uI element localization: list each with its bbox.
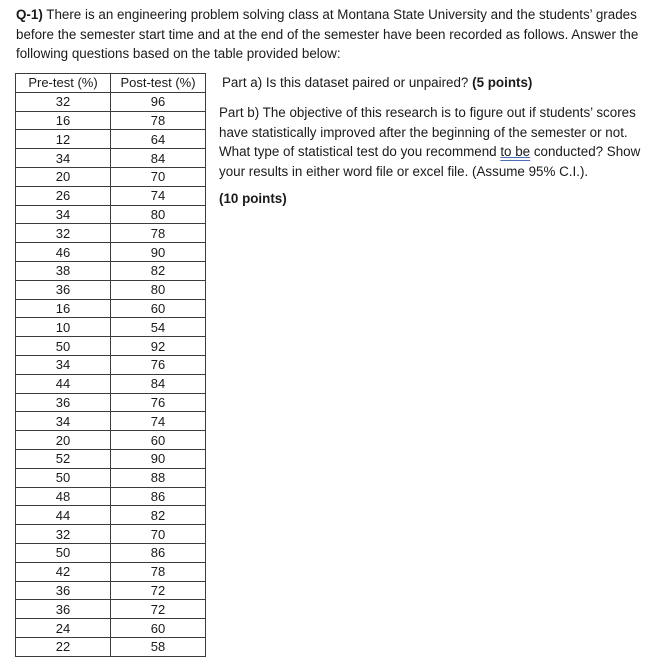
pre-test-cell: 38 (16, 261, 111, 280)
post-test-cell: 70 (111, 167, 206, 186)
post-test-cell: 82 (111, 506, 206, 525)
pre-test-cell: 48 (16, 487, 111, 506)
pre-test-cell: 44 (16, 506, 111, 525)
pre-test-cell: 10 (16, 318, 111, 337)
table-row (16, 581, 206, 600)
table-row (16, 562, 206, 581)
pre-test-cell: 12 (16, 130, 111, 149)
pre-test-cell: 32 (16, 92, 111, 111)
pre-test-cell: 20 (16, 167, 111, 186)
post-test-cell: 78 (111, 111, 206, 130)
table-row (16, 468, 206, 487)
pre-test-cell: 36 (16, 600, 111, 619)
post-test-cell: 74 (111, 186, 206, 205)
post-test-cell: 74 (111, 412, 206, 431)
table-row (16, 318, 206, 337)
post-test-cell: 60 (111, 619, 206, 638)
table-row (16, 506, 206, 525)
pre-test-cell: 32 (16, 525, 111, 544)
question-text: There is an engineering problem solving class at Montana State University and the students’ grades before the semester start time and at the end of the semester have been recorded as follows. Answer the following questions based on the table provided below: (16, 7, 639, 61)
pre-test-cell: 36 (16, 393, 111, 412)
post-test-header: Post-test (%) (111, 74, 206, 93)
question-number: Q-1) (16, 7, 43, 22)
part-a-text: Part a) Is this dataset paired or unpaired? (222, 75, 473, 90)
table-row (16, 374, 206, 393)
part-b (219, 103, 644, 182)
pre-test-cell: 20 (16, 431, 111, 450)
table-row (16, 92, 206, 111)
post-test-cell: 64 (111, 130, 206, 149)
post-test-cell: 76 (111, 355, 206, 374)
pre-test-cell: 50 (16, 543, 111, 562)
post-test-cell: 86 (111, 543, 206, 562)
table-row (16, 337, 206, 356)
table-row (16, 167, 206, 186)
part-a (222, 73, 642, 93)
post-test-cell: 82 (111, 261, 206, 280)
table-row (16, 243, 206, 262)
part-a-points: (5 points) (472, 75, 533, 90)
table-row (16, 600, 206, 619)
part-b-text-after: conducted? Show your results in either word file or excel file. (Assume 95% C.I.). (219, 144, 641, 180)
table-row (16, 431, 206, 450)
table-row (16, 130, 206, 149)
table-row (16, 111, 206, 130)
table-row (16, 186, 206, 205)
post-test-cell: 70 (111, 525, 206, 544)
table-row (16, 543, 206, 562)
post-test-cell: 84 (111, 374, 206, 393)
post-test-cell: 54 (111, 318, 206, 337)
table-row (16, 393, 206, 412)
post-test-cell: 80 (111, 205, 206, 224)
part-b-points: (10 points) (219, 191, 287, 206)
pre-test-cell: 44 (16, 374, 111, 393)
pre-test-cell: 42 (16, 562, 111, 581)
pre-test-cell: 34 (16, 149, 111, 168)
pre-test-cell: 16 (16, 111, 111, 130)
table-row (16, 487, 206, 506)
table-row (16, 205, 206, 224)
pre-test-cell: 46 (16, 243, 111, 262)
pre-test-cell: 16 (16, 299, 111, 318)
pre-test-cell: 22 (16, 637, 111, 656)
pre-test-cell: 34 (16, 355, 111, 374)
pre-test-cell: 50 (16, 468, 111, 487)
part-b-text-before: Part b) The objective of this research is to figure out if students’ scores have statistically improved after the beginning of the semester or not. What type of statistical test do you recommend (219, 105, 636, 160)
pre-test-cell: 36 (16, 581, 111, 600)
post-test-cell: 60 (111, 431, 206, 450)
question-intro (16, 5, 641, 64)
pre-test-cell: 36 (16, 280, 111, 299)
pre-test-cell: 26 (16, 186, 111, 205)
post-test-cell: 72 (111, 600, 206, 619)
pre-test-cell: 50 (16, 337, 111, 356)
post-test-cell: 88 (111, 468, 206, 487)
post-test-cell: 76 (111, 393, 206, 412)
post-test-cell: 92 (111, 337, 206, 356)
post-test-cell: 86 (111, 487, 206, 506)
pre-test-header: Pre-test (%) (16, 74, 111, 93)
post-test-cell: 90 (111, 449, 206, 468)
table-row (16, 449, 206, 468)
post-test-cell: 60 (111, 299, 206, 318)
table-row (16, 619, 206, 638)
table-row (16, 149, 206, 168)
table-row (16, 412, 206, 431)
table-row (16, 224, 206, 243)
pre-test-cell: 34 (16, 205, 111, 224)
post-test-cell: 84 (111, 149, 206, 168)
post-test-cell: 72 (111, 581, 206, 600)
post-test-cell: 96 (111, 92, 206, 111)
part-b-underlined: to be (500, 144, 531, 160)
pre-test-cell: 34 (16, 412, 111, 431)
pre-test-cell: 24 (16, 619, 111, 638)
table-row (16, 299, 206, 318)
table-row (16, 280, 206, 299)
grades-table-body (16, 92, 206, 656)
table-header-row (16, 74, 206, 93)
post-test-cell: 78 (111, 562, 206, 581)
pre-test-cell: 32 (16, 224, 111, 243)
post-test-cell: 58 (111, 637, 206, 656)
table-row (16, 525, 206, 544)
table-row (16, 637, 206, 656)
post-test-cell: 78 (111, 224, 206, 243)
post-test-cell: 80 (111, 280, 206, 299)
table-row (16, 261, 206, 280)
pre-test-cell: 52 (16, 449, 111, 468)
post-test-cell: 90 (111, 243, 206, 262)
grades-table (15, 73, 206, 657)
table-row (16, 355, 206, 374)
